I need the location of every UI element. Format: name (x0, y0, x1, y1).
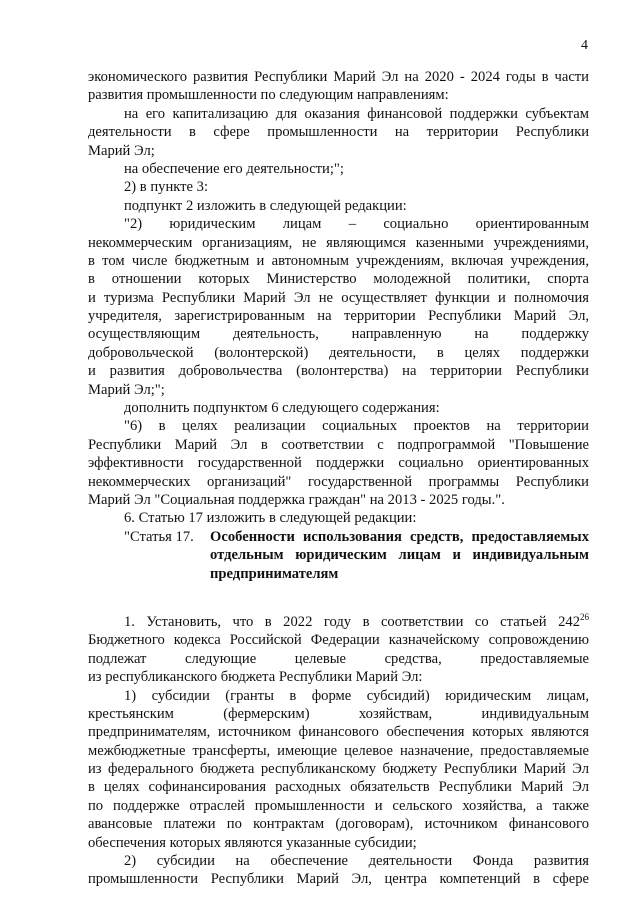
text-line: и туризма Республики Марий Эл не осуществляет функции и полномочия (88, 289, 589, 306)
text-line: авансовые платежи по контрактам (договорам), источником финансового (88, 816, 589, 833)
text-line: из республиканского бюджета Республики Марий Эл: (88, 669, 423, 686)
article-title-line: Особенности использования средств, предоставляемых (210, 528, 589, 545)
item-1-superscript: 26 (580, 612, 589, 623)
text-line: обеспечения которых являются указанные субсидии; (88, 834, 417, 851)
text-line: осуществляющим деятельность, направленную на поддержку (88, 326, 589, 343)
text-line: на его капитализацию для оказания финансовой поддержки субъектам (124, 105, 589, 122)
text-line: некоммерческих организаций" государственной программы Республики (88, 473, 589, 490)
text-line: в том числе бюджетным и автономным учреждениям, включая учреждения, (88, 252, 589, 269)
page-number: 4 (581, 38, 588, 53)
text-line: 2) в пункте 3: (124, 179, 209, 196)
item-1-text: 1. Установить, что в 2022 году в соответствии со статьей 242 (124, 613, 580, 630)
text-line: предпринимателям, источником финансового обеспечения которых являются (88, 724, 589, 741)
text-line: и развития добровольчества (волонтерства) на территории Республики (88, 363, 589, 380)
text-line: эффективности государственной поддержки социально ориентированных (88, 455, 589, 472)
text-line: из федерального бюджета республиканскому бюджету Республики Марий Эл (88, 761, 589, 778)
text-line: экономического развития Республики Марий Эл на 2020 - 2024 годы в части (88, 69, 589, 85)
spacer (88, 583, 589, 613)
paragraphs-block-1 (88, 68, 589, 528)
text-line: межбюджетные трансферты, имеющие целевое назначение, предоставляемые (88, 742, 589, 759)
text-line: в отношении которых Министерство молодежной политики, спорта (88, 271, 589, 288)
text-line: промышленности Республики Марий Эл, центра компетенций в сфере (88, 871, 589, 888)
text-line: на обеспечение его деятельности;"; (124, 160, 344, 177)
text-line (88, 613, 589, 631)
article-title-line: отдельным юридическим лицам и индивидуальным (210, 547, 589, 564)
text-line: 6. Статью 17 изложить в следующей редакции: (124, 510, 417, 527)
text-line: "2) юридическим лицам – социально ориентированным (124, 216, 589, 233)
text-line: дополнить подпунктом 6 следующего содержания: (124, 400, 440, 417)
text-line: Марий Эл; (88, 142, 155, 159)
text-line: некоммерческим организациям, не являющимся казенными учреждениями, (88, 234, 589, 251)
text-line: деятельности в сфере промышленности на территории Республики (88, 124, 589, 141)
text-line: Марий Эл;"; (88, 381, 165, 398)
text-line: Бюджетного кодекса Российской Федерации казначейскому сопровождению (88, 632, 589, 649)
document-body (88, 68, 589, 889)
article-heading (88, 528, 589, 583)
text-line: подлежат следующие целевые средства, предоставляемые (88, 650, 589, 667)
text-line: Республики Марий Эл в соответствии с подпрограммой "Повышение (88, 436, 589, 453)
article-label: "Статья 17. (124, 528, 194, 545)
text-line: подпункт 2 изложить в следующей редакции: (124, 197, 407, 214)
text-line: добровольческой (волонтерской) деятельности, в целях поддержки (88, 344, 589, 361)
text-line: по поддержке отраслей промышленности и сельского хозяйства, а также (88, 797, 589, 814)
article-title-line: предпринимателям (210, 565, 339, 582)
text-line: учредителя, зарегистрированным на территории Республики Марий Эл, (88, 308, 589, 325)
article-title (210, 528, 589, 583)
text-line: 2) субсидии на обеспечение деятельности Фонда развития (124, 853, 589, 870)
paragraphs-block-2 (88, 631, 589, 888)
text-line: крестьянским (фермерским) хозяйствам, индивидуальным (88, 705, 589, 722)
text-line: Марий Эл "Социальная поддержка граждан" на 2013 - 2025 годы.". (88, 491, 505, 508)
text-line: в целях софинансирования расходных обязательств Республики Марий Эл (88, 779, 589, 796)
text-line: развития промышленности по следующим направлениям: (88, 87, 449, 104)
text-line: "6) в целях реализации социальных проектов на территории (124, 418, 589, 435)
text-line: 1) субсидии (гранты в форме субсидий) юридическим лицам, (124, 687, 589, 704)
